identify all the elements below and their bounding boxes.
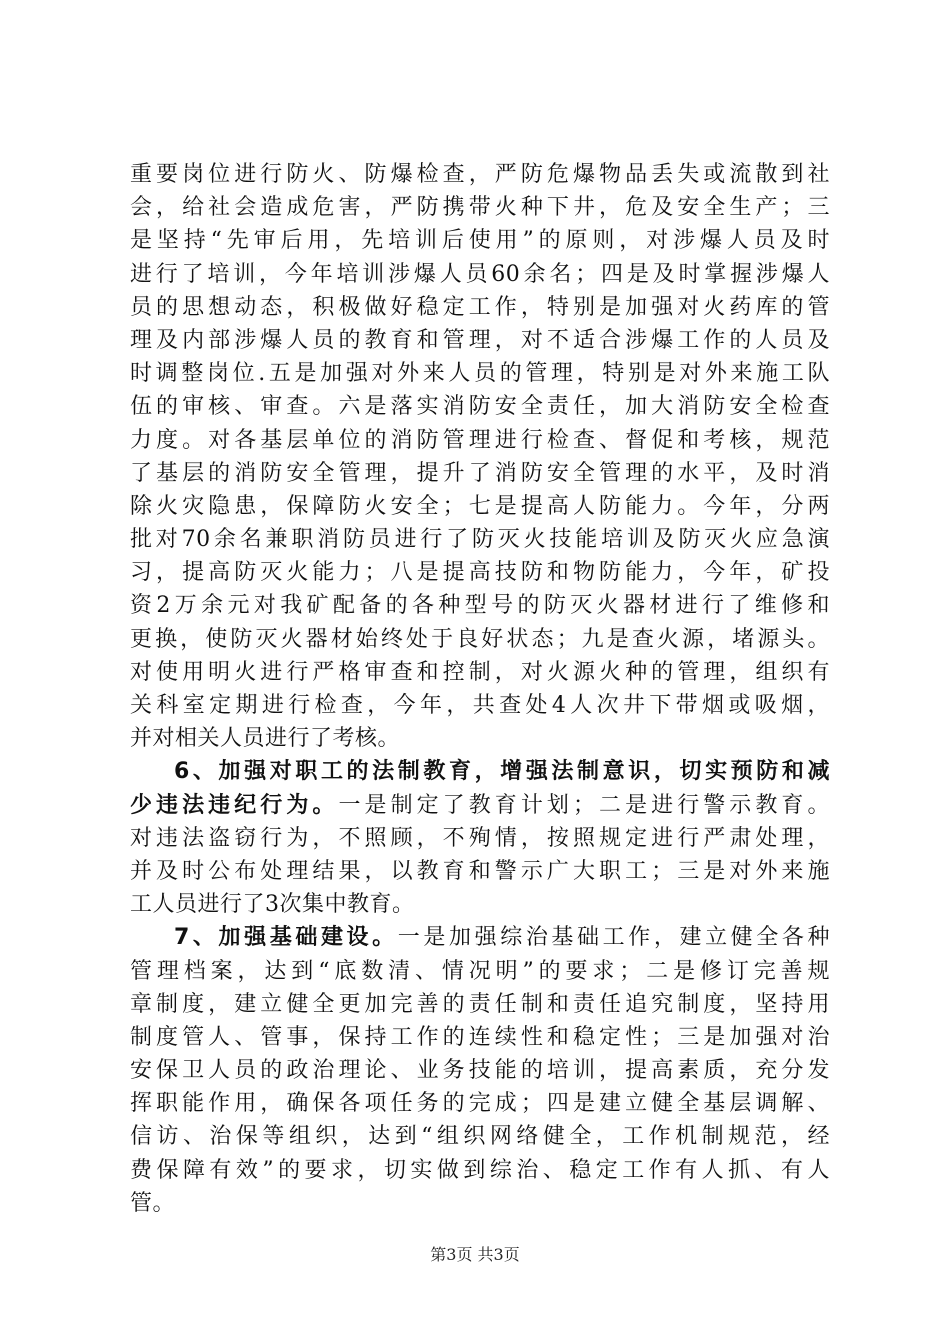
text-line: 了基层的消防安全管理，提升了消防安全管理的水平，及时消 [130, 460, 830, 486]
text-line: 对使用明火进行严格审查和控制，对火源火种的管理，组织有 [130, 659, 830, 685]
text-line [130, 921, 830, 954]
document-body [130, 158, 830, 1220]
text-line: 费保障有效”的要求，切实做到综治、稳定工作有人抓、有人 [130, 1157, 830, 1183]
text-line: 工人员进行了3次集中教育。 [130, 892, 415, 918]
section-text: 一是制定了教育计划；二是进行警示教育。 [338, 792, 830, 818]
text-line [130, 789, 830, 822]
text-line: 员的思想动态，积极做好稳定工作，特别是加强对火药库的管 [130, 294, 830, 320]
text-line: 信访、治保等组织，达到“组织网络健全，工作机制规范，经 [130, 1124, 830, 1150]
text-line: 会，给社会造成危害，严防携带火种下井，危及安全生产；三 [130, 195, 830, 221]
text-line: 对违法盗窃行为，不照顾，不殉情，按照规定进行严肃处理， [130, 825, 830, 851]
text-line: 进行了培训，今年培训涉爆人员60余名；四是及时掌握涉爆人 [130, 261, 830, 287]
paragraph-infrastructure [130, 921, 830, 1220]
text-line: 安保卫人员的政治理论、业务技能的培训，提高素质，充分发 [130, 1058, 830, 1084]
text-line [130, 755, 830, 788]
paragraph-legal-education [130, 755, 830, 921]
text-line: 是坚持“先审后用，先培训后使用”的原则，对涉爆人员及时 [130, 228, 830, 254]
text-line: 时调整岗位.五是加强对外来人员的管理，特别是对外来施工队 [130, 361, 830, 387]
text-line: 更换，使防灭火器材始终处于良好状态；九是查火源，堵源头。 [130, 626, 830, 652]
section-heading: 6、加强对职工的法制教育，增强法制意识，切实预防和减 [174, 759, 830, 785]
section-heading: 少违法违纪行为。 [130, 792, 339, 818]
page-footer [0, 1242, 950, 1265]
text-line: 力度。对各基层单位的消防管理进行检查、督促和考核，规范 [130, 427, 830, 453]
text-line: 批对70余名兼职消防员进行了防灭火技能培训及防灭火应急演 [130, 527, 830, 553]
paragraph-fire-safety [130, 158, 830, 755]
text-line: 挥职能作用，确保各项任务的完成；四是建立健全基层调解、 [130, 1091, 830, 1117]
text-line: 关科室定期进行检查，今年，共查处4人次井下带烟或吸烟， [130, 693, 830, 718]
page-number: 第3页 共3页 [430, 1245, 520, 1264]
section-text: 一是加强综治基础工作，建立健全各种 [397, 925, 830, 951]
text-line: 重要岗位进行防火、防爆检查，严防危爆物品丢失或流散到社 [130, 162, 830, 187]
text-line: 并及时公布处理结果，以教育和警示广大职工；三是对外来施 [130, 858, 830, 884]
section-heading: 7、加强基础建设。 [174, 925, 398, 951]
text-line: 制度管人、管事，保持工作的连续性和稳定性；三是加强对治 [130, 1024, 830, 1050]
text-line: 理及内部涉爆人员的教育和管理，对不适合涉爆工作的人员及 [130, 327, 830, 353]
text-line: 伍的审核、审查。六是落实消防安全责任，加大消防安全检查 [130, 394, 830, 420]
text-line: 并对相关人员进行了考核。 [130, 726, 401, 752]
text-line: 习，提高防灭火能力；八是提高技防和物防能力，今年，矿投 [130, 560, 830, 586]
text-line: 管。 [130, 1190, 176, 1216]
text-line: 资2万余元对我矿配备的各种型号的防灭火器材进行了维修和 [130, 593, 830, 619]
text-line: 除火灾隐患，保障防火安全；七是提高人防能力。今年，分两 [130, 493, 830, 519]
text-line: 管理档案，达到“底数清、情况明”的要求；二是修订完善规 [130, 958, 830, 984]
text-line: 章制度，建立健全更加完善的责任制和责任追究制度，坚持用 [130, 991, 830, 1017]
